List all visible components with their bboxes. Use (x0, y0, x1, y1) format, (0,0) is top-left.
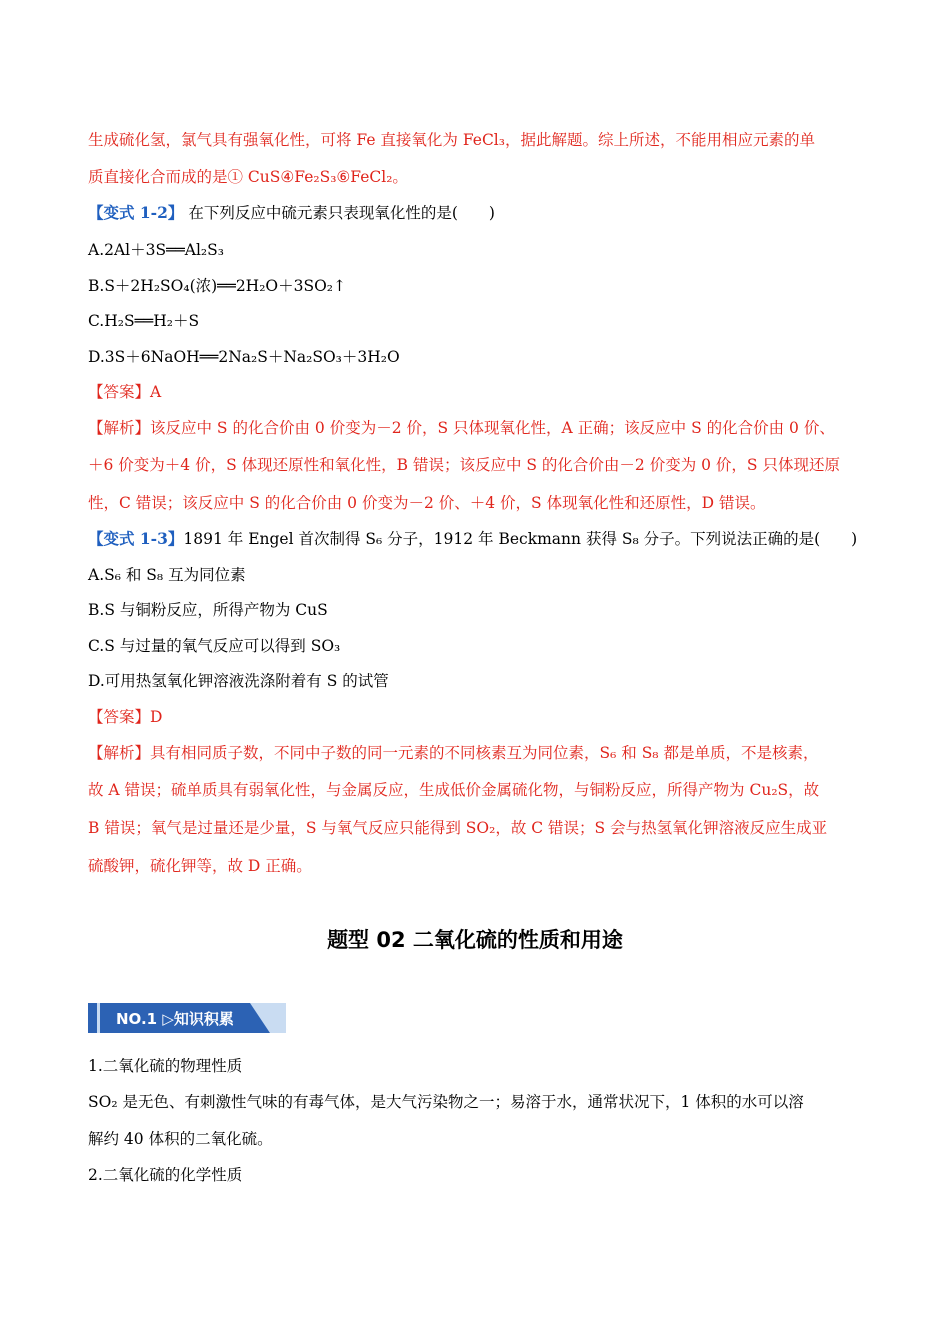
analysis-line-2: ＋6 价变为＋4 价，S 体现还原性和氧化性，B 错误；该反应中 S 的化合价由－2 价变为 0 价，S 只体现还原 (88, 456, 840, 474)
explanation-line-2: 质直接化合而成的是① CuS④Fe₂S₃⑥FeCl₂。 (88, 168, 408, 186)
section-title: 题型 02 二氧化硫的性质和用途 (327, 928, 623, 952)
knowledge-banner (88, 1003, 286, 1033)
question-text: 1891 年 Engel 首次制得 S₆ 分子，1912 年 Beckmann 获得 S₈ 分子。下列说法正确的是( ) (183, 530, 858, 548)
analysis-line-1: 【解析】该反应中 S 的化合价由 0 价变为－2 价，S 只体现氧化性，A 正确；该反应中 S 的化合价由 0 价、 (88, 419, 835, 437)
analysis-line-1: 【解析】具有相同质子数，不同中子数的同一元素的不同核素互为同位素，S₆ 和 S₈ 都是单质，不是核素， (88, 744, 819, 762)
variant-1-3-question (88, 529, 857, 549)
item-1-text-line-1: SO₂ 是无色、有刺激性气味的有毒气体，是大气污染物之一；易溶于水，通常状况下，1 体积的水可以溶 (88, 1093, 804, 1111)
option-b: B.S＋2H₂SO₄(浓)══2H₂O＋3SO₂↑ (88, 277, 347, 295)
analysis-line-2: 故 A 错误；硫单质具有弱氧化性，与金属反应，生成低价金属硫化物，与铜粉反应，所得产物为 Cu₂S，故 (88, 781, 820, 799)
option-d: D.可用热氢氧化钾溶液洗涤附着有 S 的试管 (88, 672, 389, 690)
variant-1-2-question (88, 203, 495, 223)
item-1-text-line-2: 解约 40 体积的二氧化硫。 (88, 1130, 273, 1148)
banner-label: NO.1 ▷知识积累 (116, 1010, 234, 1028)
item-2-heading: 2.二氧化硫的化学性质 (88, 1166, 243, 1184)
option-c: C.H₂S══H₂＋S (88, 312, 200, 330)
item-1-heading: 1.二氧化硫的物理性质 (88, 1057, 243, 1075)
question-text: 在下列反应中硫元素只表现氧化性的是( ) (183, 204, 495, 222)
answer: 【答案】A (88, 383, 162, 401)
explanation-line-1: 生成硫化氢，氯气具有强氧化性，可将 Fe 直接氧化为 FeCl₃，据此解题。综上所述，不能用相应元素的单 (88, 131, 815, 149)
option-b: B.S 与铜粉反应，所得产物为 CuS (88, 601, 328, 619)
answer: 【答案】D (88, 708, 163, 726)
variant-tag: 【变式 1-2】 (88, 203, 184, 222)
option-c: C.S 与过量的氧气反应可以得到 SO₃ (88, 637, 341, 655)
analysis-line-3: 性，C 错误；该反应中 S 的化合价由 0 价变为－2 价、＋4 价，S 体现氧化性和还原性，D 错误。 (88, 494, 766, 512)
banner-bar (88, 1003, 97, 1033)
variant-tag: 【变式 1-3】 (88, 529, 184, 548)
analysis-line-3: B 错误；氧气是过量还是少量，S 与氧气反应只能得到 SO₂，故 C 错误；S 会与热氢氧化钾溶液反应生成亚 (88, 819, 828, 837)
option-a: A.2Al＋3S══Al₂S₃ (88, 241, 224, 259)
option-d: D.3S＋6NaOH══2Na₂S＋Na₂SO₃＋3H₂O (88, 348, 400, 366)
analysis-line-4: 硫酸钾，硫化钾等，故 D 正确。 (88, 857, 312, 875)
option-a: A.S₆ 和 S₈ 互为同位素 (88, 566, 246, 584)
